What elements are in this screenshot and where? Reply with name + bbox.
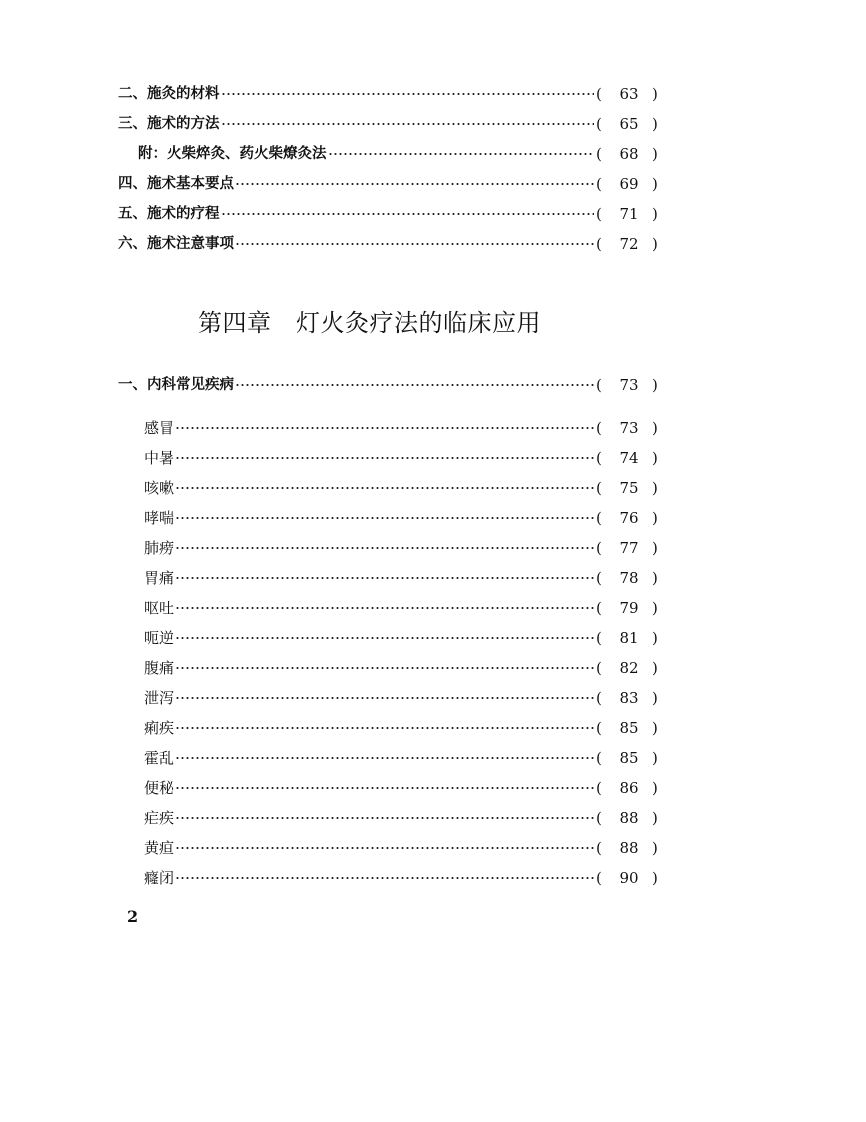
toc-entry-page: 88 [619, 809, 639, 827]
toc-entry [138, 142, 662, 166]
dot-leader [175, 667, 594, 669]
dot-leader [235, 243, 594, 245]
close-paren: ) [652, 376, 658, 394]
toc-entry-page: 85 [619, 749, 639, 767]
toc-entry-page: 71 [619, 205, 639, 223]
toc-entry-title: 霍乱 [144, 749, 175, 767]
dot-leader [175, 697, 594, 699]
toc-entry [144, 506, 662, 530]
dot-leader [221, 213, 595, 215]
close-paren: ) [652, 599, 658, 617]
dot-leader [221, 123, 595, 125]
dot-leader [175, 607, 594, 609]
toc-entry-title: 感冒 [144, 419, 175, 437]
toc-entry-title: 哮喘 [144, 509, 175, 527]
toc-entry [118, 82, 662, 106]
open-paren: ( [596, 85, 602, 103]
toc-entry-page: 73 [619, 376, 639, 394]
toc-entry-page: 83 [619, 689, 639, 707]
open-paren: ( [596, 115, 602, 133]
toc-entry-title: 附：火柴焠灸、药火柴燎灸法 [138, 146, 327, 162]
toc-entry [118, 232, 662, 256]
toc-entry-page: 90 [619, 869, 639, 887]
close-paren: ) [652, 235, 658, 253]
toc-entry [144, 806, 662, 830]
open-paren: ( [596, 809, 602, 827]
close-paren: ) [652, 659, 658, 677]
dot-leader [175, 757, 594, 759]
close-paren: ) [652, 85, 658, 103]
toc-entry [144, 566, 662, 590]
dot-leader [175, 847, 594, 849]
dot-leader [175, 457, 594, 459]
toc-entry-title: 腹痛 [144, 659, 175, 677]
toc-entry-title: 二、施灸的材料 [118, 86, 220, 102]
close-paren: ) [652, 509, 658, 527]
toc-entry-title: 咳嗽 [144, 479, 175, 497]
toc-entry-page: 86 [619, 779, 639, 797]
toc-entry-title: 一、内科常见疾病 [118, 377, 234, 393]
toc-entry-title: 痢疾 [144, 719, 175, 737]
open-paren: ( [596, 205, 602, 223]
open-paren: ( [596, 749, 602, 767]
close-paren: ) [652, 539, 658, 557]
toc-entry [118, 373, 662, 397]
toc-entry-page: 74 [619, 449, 639, 467]
open-paren: ( [596, 659, 602, 677]
dot-leader [175, 817, 594, 819]
toc-entry [144, 656, 662, 680]
toc-entry [144, 446, 662, 470]
toc-entry [144, 416, 662, 440]
dot-leader [175, 637, 594, 639]
toc-entry-title: 疟疾 [144, 809, 175, 827]
toc-entry-page: 88 [619, 839, 639, 857]
toc-entry-title: 呃逆 [144, 629, 175, 647]
open-paren: ( [596, 779, 602, 797]
toc-entry-page: 81 [619, 629, 639, 647]
toc-entry-page: 75 [619, 479, 639, 497]
open-paren: ( [596, 689, 602, 707]
open-paren: ( [596, 175, 602, 193]
toc-entry [144, 626, 662, 650]
toc-entry [118, 172, 662, 196]
toc-entry-page: 73 [619, 419, 639, 437]
open-paren: ( [596, 869, 602, 887]
toc-entry-page: 79 [619, 599, 639, 617]
toc-entry [144, 866, 662, 890]
close-paren: ) [652, 419, 658, 437]
toc-entry-title: 六、施术注意事项 [118, 236, 234, 252]
toc-entry-title: 三、施术的方法 [118, 116, 220, 132]
open-paren: ( [596, 479, 602, 497]
close-paren: ) [652, 479, 658, 497]
close-paren: ) [652, 145, 658, 163]
toc-entry-title: 胃痛 [144, 569, 175, 587]
close-paren: ) [652, 749, 658, 767]
toc-entry-page: 63 [619, 85, 639, 103]
toc-entry-page: 68 [619, 145, 639, 163]
open-paren: ( [596, 509, 602, 527]
toc-entry [144, 836, 662, 860]
dot-leader [175, 517, 594, 519]
dot-leader [175, 787, 594, 789]
toc-entry [144, 716, 662, 740]
close-paren: ) [652, 449, 658, 467]
toc-entry-page: 85 [619, 719, 639, 737]
open-paren: ( [596, 629, 602, 647]
toc-entry [144, 536, 662, 560]
dot-leader [175, 427, 594, 429]
toc-entry-title: 四、施术基本要点 [118, 176, 234, 192]
close-paren: ) [652, 629, 658, 647]
chapter-title: 第四章 灯火灸疗法的临床应用 [198, 309, 541, 337]
dot-leader [235, 384, 594, 386]
dot-leader [175, 487, 594, 489]
close-paren: ) [652, 869, 658, 887]
dot-leader [235, 183, 594, 185]
close-paren: ) [652, 779, 658, 797]
close-paren: ) [652, 809, 658, 827]
page-number: 2 [127, 907, 139, 926]
toc-entry [144, 746, 662, 770]
toc-entry [144, 476, 662, 500]
close-paren: ) [652, 205, 658, 223]
toc-entry-title: 五、施术的疗程 [118, 206, 220, 222]
close-paren: ) [652, 689, 658, 707]
toc-entry [144, 776, 662, 800]
open-paren: ( [596, 599, 602, 617]
close-paren: ) [652, 115, 658, 133]
toc-entry-title: 呕吐 [144, 599, 175, 617]
dot-leader [221, 93, 595, 95]
toc-entry-page: 77 [619, 539, 639, 557]
open-paren: ( [596, 719, 602, 737]
toc-entry-title: 黄疸 [144, 839, 175, 857]
open-paren: ( [596, 419, 602, 437]
open-paren: ( [596, 449, 602, 467]
toc-entry [144, 596, 662, 620]
dot-leader [175, 547, 594, 549]
open-paren: ( [596, 145, 602, 163]
close-paren: ) [652, 175, 658, 193]
open-paren: ( [596, 235, 602, 253]
open-paren: ( [596, 539, 602, 557]
toc-entry-page: 69 [619, 175, 639, 193]
close-paren: ) [652, 839, 658, 857]
toc-entry [118, 112, 662, 136]
toc-entry-page: 82 [619, 659, 639, 677]
dot-leader [175, 577, 594, 579]
toc-entry [118, 202, 662, 226]
dot-leader [175, 727, 594, 729]
toc-entry-title: 中暑 [144, 449, 175, 467]
toc-entry-page: 72 [619, 235, 639, 253]
open-paren: ( [596, 839, 602, 857]
open-paren: ( [596, 569, 602, 587]
close-paren: ) [652, 569, 658, 587]
toc-entry-page: 78 [619, 569, 639, 587]
toc-entry-title: 泄泻 [144, 689, 175, 707]
toc-entry-page: 76 [619, 509, 639, 527]
toc-entry-page: 65 [619, 115, 639, 133]
open-paren: ( [596, 376, 602, 394]
dot-leader [328, 153, 595, 155]
toc-entry-title: 肺痨 [144, 539, 175, 557]
close-paren: ) [652, 719, 658, 737]
dot-leader [175, 877, 594, 879]
toc-entry [144, 686, 662, 710]
toc-entry-title: 便秘 [144, 779, 175, 797]
toc-entry-title: 癃闭 [144, 869, 175, 887]
